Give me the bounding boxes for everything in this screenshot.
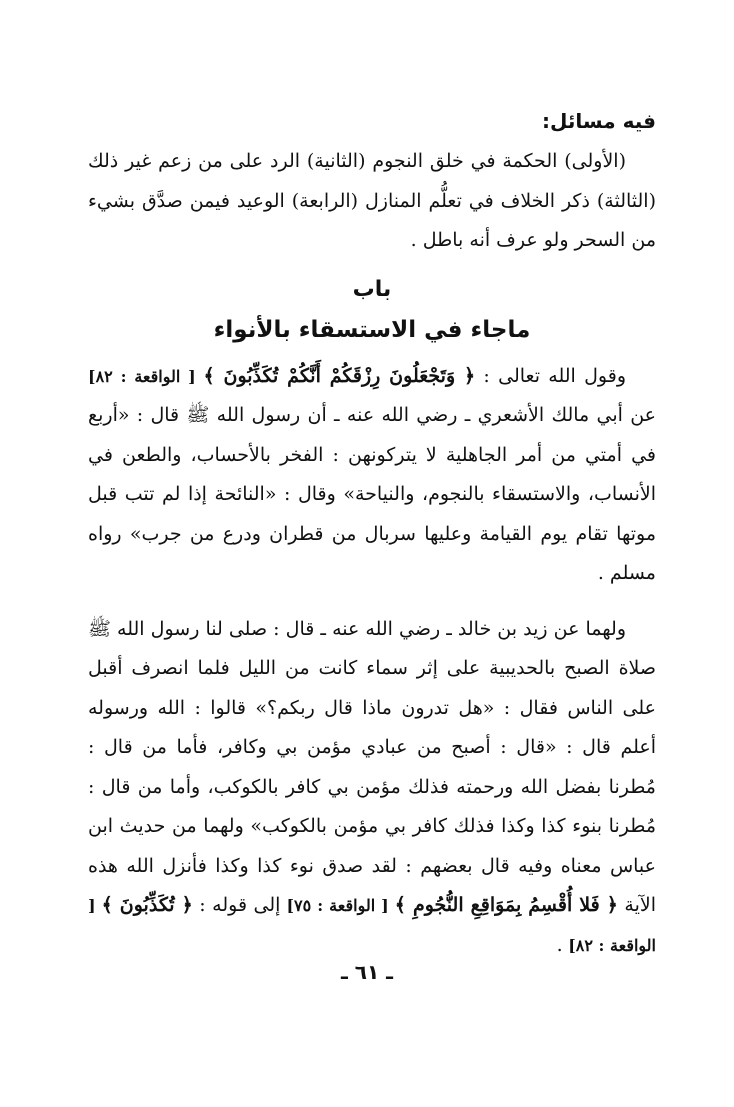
paragraph-1 (88, 357, 656, 594)
paragraph-2 (88, 610, 656, 966)
page-number: ـ ٦١ ـ (340, 960, 394, 984)
verse-reference-1: [ الواقعة : ٨٢] (88, 366, 204, 386)
paragraph-1-body: عن أبي مالك الأشعري ـ رضي الله عنه ـ أن رسول الله ﷺ قال : «أربع في أمتي من أمر الجاهلية لا يتركونهن : الفخر بالأحساب، والطعن في الأنساب، والاستسقاء بالنجوم، والنياحة» وقال : «النائحة إذا لم تتب قبل موتها تقام يوم القيامة وعليها سربال من قطران ودرع من جرب» رواه مسلم . (88, 404, 656, 584)
verse-reference-3: [ الواقعة : ٨٢] (88, 896, 656, 955)
quran-verse-3: ﴿ تُكَذِّبُونَ ﴾ (101, 894, 193, 916)
book-page (88, 100, 656, 965)
chapter-label: باب (352, 276, 392, 302)
issues-heading: فيه مسائل: (542, 109, 656, 133)
verse-reference-2: [ الواقعة : ٧٥] (280, 896, 395, 915)
issues-text: (الأولى) الحكمة في خلق النجوم (الثانية) الرد على من زعم غير ذلك (الثالثة) ذكر الخلاف في تعلُّم المنازل (الرابعة) الوعيد فيمن صدَّق بشيء من السحر ولو عرف أنه باطل . (88, 150, 656, 251)
paragraph-gap (88, 594, 656, 610)
paragraph-2-end: . (556, 933, 563, 956)
chapter-title: ماجاء في الاستسقاء بالأنواء (213, 316, 531, 343)
paragraph-2-mid: إلى قوله : (192, 894, 281, 916)
paragraph-1-intro: وقول الله تعالى : (475, 364, 626, 387)
quran-verse-2: ﴿ فَلا أُقْسِمُ بِمَوَاقِعِ النُّجُومِ ﴾ (394, 894, 618, 916)
paragraph-2-body: ولهما عن زيد بن خالد ـ رضي الله عنه ـ قال : صلى لنا رسول الله ﷺ صلاة الصبح بالحديبية على إثر سماء كانت من الليل فلما انصرف أقبل على الناس فقال : «هل تدرون ماذا قال ربكم؟» قالوا : الله ورسوله أعلم قال : «قال : أصبح من عبادي مؤمن بي وكافر، فأما من قال : مُطرنا بفضل الله ورحمته فذلك مؤمن بي كافر بالكوكب، وأما من قال : مُطرنا بنوء كذا وكذا فذلك كافر بي مؤمن بالكوكب» ولهما من حديث ابن عباس معناه وفيه قال بعضهم : لقد صدق نوء كذا وكذا فأنزل الله هذه الآية (88, 617, 657, 916)
quran-verse-1: ﴿ وَتَجْعَلُونَ رِزْقَكُمْ أَنَّكُمْ تُكَذِّبُونَ ﴾ (203, 364, 476, 387)
